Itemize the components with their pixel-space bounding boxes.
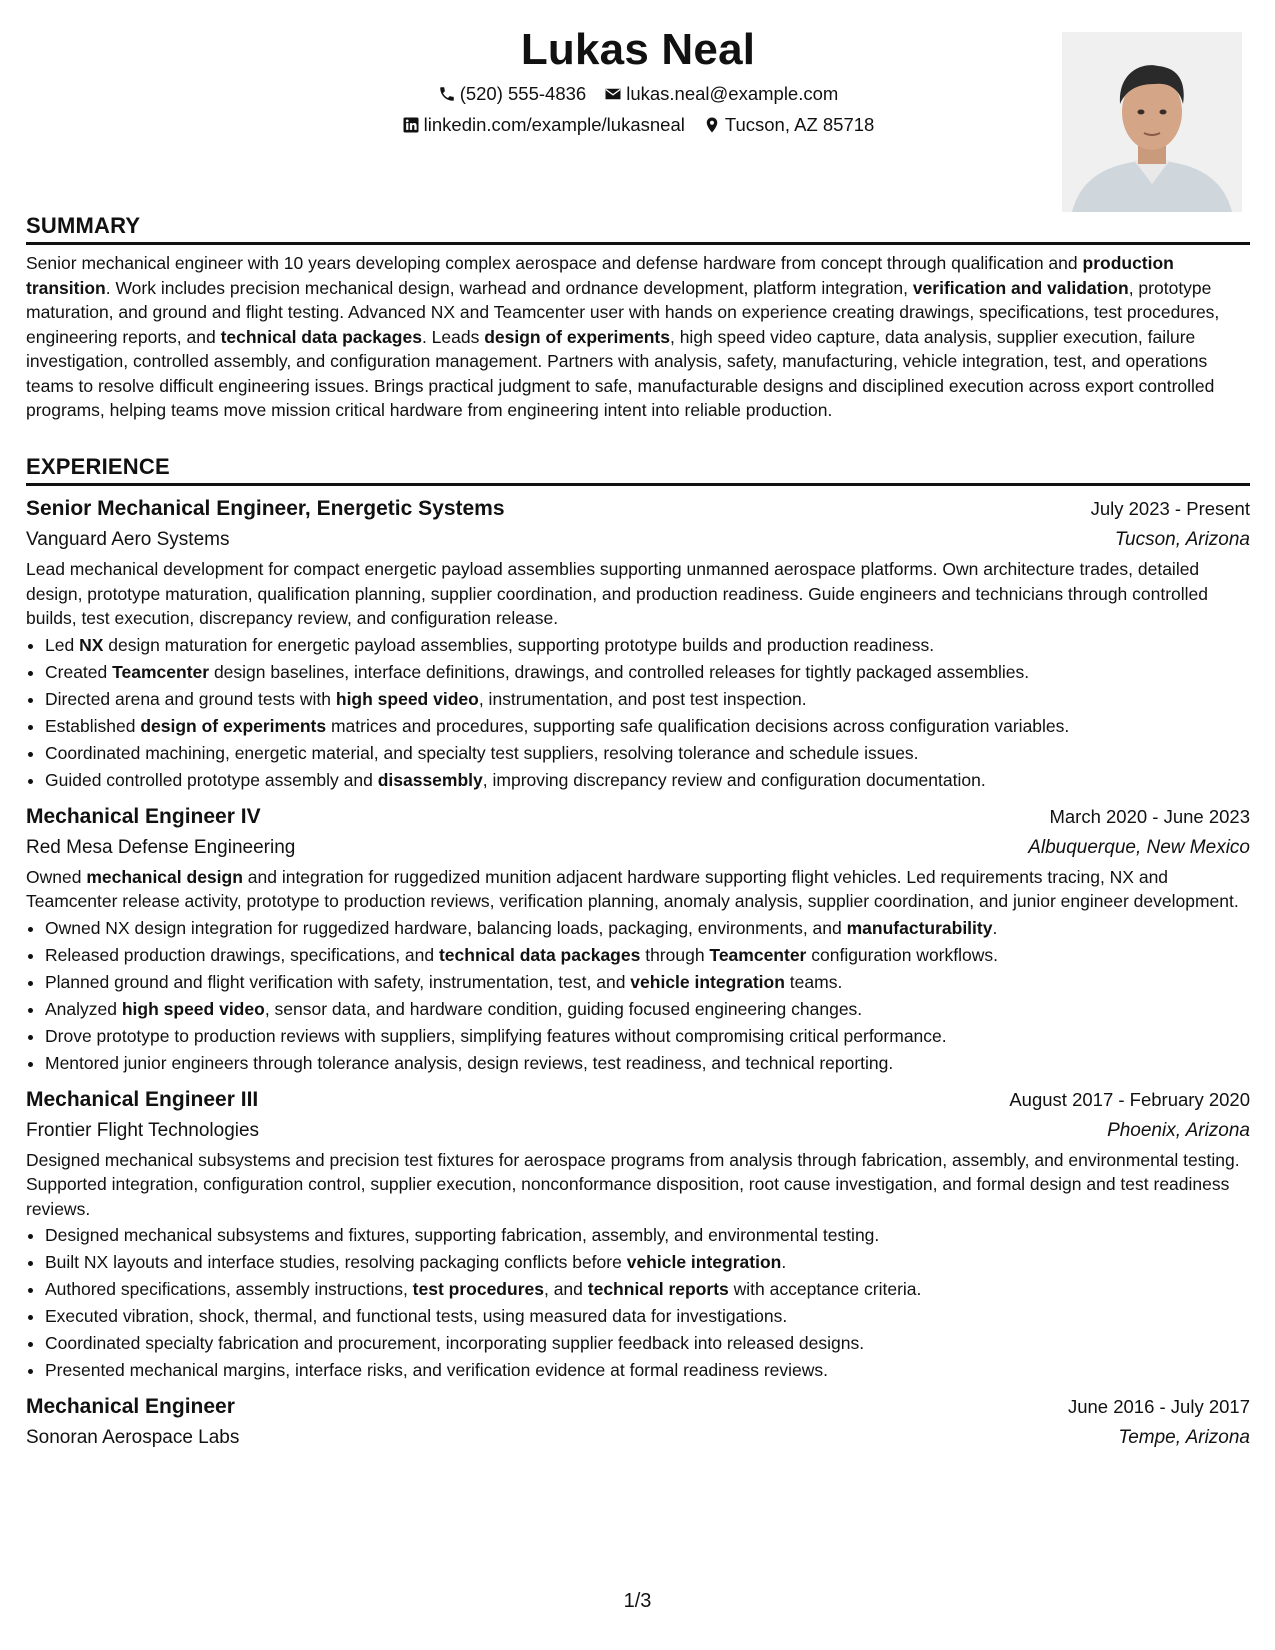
text-run: Lead mechanical development for compact energetic payload assemblies supporting unmanned aerospace platforms. Own architecture trades, detailed design, prototype maturation, qualification planning, supplier coordination, and production readiness. Guide engineers and technicians through controlled builds, test execution, discrepancy review, and configuration release. — [26, 559, 1209, 628]
job-dates: March 2020 - June 2023 — [1049, 805, 1250, 827]
text-run: , sensor data, and hardware condition, guiding focused engineering changes. — [264, 998, 863, 1019]
text-run: Planned ground and flight verification with safety, instrumentation, test, and — [45, 971, 631, 992]
bold-keyword: disassembly — [377, 769, 483, 790]
job-entry — [26, 1085, 1250, 1385]
text-run: Designed mechanical subsystems and fixtures, supporting fabrication, assembly, and environmental testing. — [45, 1225, 880, 1245]
job-company: Frontier Flight Technologies — [26, 1119, 260, 1141]
envelope-icon — [604, 85, 622, 103]
email-address[interactable]: lukas.neal@example.com — [626, 83, 839, 104]
job-company: Sonoran Aerospace Labs — [26, 1427, 240, 1448]
job-bullet — [45, 740, 1250, 767]
phone-icon — [438, 85, 456, 103]
job-bullet — [45, 1023, 1250, 1050]
text-run: Coordinated specialty fabrication and procurement, incorporating supplier feedback into released designs. — [45, 1333, 865, 1353]
job-location: Albuquerque, New Mexico — [1028, 836, 1250, 858]
job-title: Mechanical Engineer IV — [26, 804, 261, 828]
text-run: Coordinated machining, energetic material, and specialty test suppliers, resolving tolerance and schedule issues. — [45, 742, 919, 763]
bold-keyword: test procedures — [412, 1279, 544, 1299]
text-run: , improving discrepancy review and configuration documentation. — [482, 769, 986, 790]
summary-section — [26, 212, 1250, 423]
job-subheader — [26, 832, 1250, 863]
job-location: Tucson, Arizona — [1114, 529, 1250, 550]
job-company: Red Mesa Defense Engineering — [26, 836, 296, 858]
text-run: , instrumentation, and post test inspection. — [478, 688, 807, 709]
page-number: 1/3 — [623, 1590, 652, 1612]
location-text: Tucson, AZ 85718 — [724, 114, 875, 135]
bold-keyword: high speed video — [121, 998, 265, 1019]
job-entry — [26, 1392, 1250, 1453]
text-run: , and — [543, 1279, 588, 1299]
text-run: design baselines, interface definitions, drawings, and controlled releases for tightly packaged assemblies. — [209, 661, 1030, 682]
text-run: . — [992, 917, 998, 938]
resume-page — [26, 0, 1250, 1650]
job-header — [26, 494, 1250, 524]
section-title-experience: EXPERIENCE — [26, 453, 1250, 486]
job-bullet — [45, 1276, 1250, 1303]
text-run: Executed vibration, shock, thermal, and functional tests, using measured data for investigations. — [45, 1306, 788, 1326]
text-run: Directed arena and ground tests with — [45, 688, 336, 709]
job-title: Mechanical Engineer — [26, 1395, 235, 1418]
bold-keyword: manufacturability — [846, 917, 993, 938]
job-location: Phoenix, Arizona — [1107, 1119, 1250, 1141]
job-company: Vanguard Aero Systems — [26, 529, 230, 550]
bold-keyword: vehicle integration — [626, 1252, 782, 1272]
job-description — [26, 1148, 1250, 1222]
text-run: Guided controlled prototype assembly and — [45, 769, 378, 790]
job-location: Tempe, Arizona — [1118, 1427, 1250, 1448]
job-bullet — [45, 1050, 1250, 1077]
linkedin-icon — [402, 116, 420, 134]
candidate-name: Lukas Neal — [520, 25, 756, 74]
experience-section — [26, 453, 1250, 1453]
job-header — [26, 802, 1250, 832]
bold-keyword: NX — [79, 634, 104, 655]
text-run: Presented mechanical margins, interface risks, and verification evidence at formal readiness reviews. — [45, 1360, 828, 1380]
linkedin-contact — [402, 109, 685, 140]
job-title: Senior Mechanical Engineer, Energetic Systems — [26, 497, 505, 520]
map-pin-icon — [703, 116, 721, 134]
text-run: Analyzed — [45, 998, 122, 1019]
text-run: Established — [45, 715, 141, 736]
job-dates: August 2017 - February 2020 — [1009, 1088, 1250, 1110]
bold-keyword: technical data packages — [220, 326, 422, 347]
bold-keyword: mechanical design — [86, 866, 243, 887]
job-dates: July 2023 - Present — [1090, 498, 1250, 519]
job-bullet — [45, 1249, 1250, 1276]
text-run: teams. — [784, 971, 843, 992]
job-bullet — [45, 996, 1250, 1023]
phone-contact — [438, 78, 587, 109]
bold-keyword: design of experiments — [484, 326, 670, 347]
job-bullet — [45, 686, 1250, 713]
job-description — [26, 865, 1250, 914]
job-description — [26, 557, 1250, 631]
text-run: Led — [45, 634, 80, 655]
text-run: and integration for ruggedized munition adjacent hardware supporting flight vehicles. Led requirements tracing, NX and Teamcenter release activity, prototype to production reviews, verification planning, anomaly analysis, supplier coordination, and junior engineer development. — [26, 866, 1239, 911]
job-bullet-list — [26, 632, 1250, 794]
profile-photo — [1062, 32, 1242, 212]
bold-keyword: Teamcenter — [709, 944, 807, 965]
job-bullet — [45, 659, 1250, 686]
text-run: Drove prototype to production reviews with suppliers, simplifying features without compromising critical performance. — [45, 1025, 947, 1046]
text-run: Mentored junior engineers through tolerance analysis, design reviews, test readiness, and technical reporting. — [45, 1052, 894, 1073]
job-entry — [26, 494, 1250, 794]
linkedin-url[interactable]: linkedin.com/example/lukasneal — [423, 114, 685, 135]
job-bullet — [45, 1330, 1250, 1357]
text-run: . — [781, 1252, 787, 1272]
job-bullet — [45, 632, 1250, 659]
job-subheader — [26, 1115, 1250, 1146]
bold-keyword: verification and validation — [912, 277, 1129, 298]
phone-number[interactable]: (520) 555-4836 — [459, 83, 587, 104]
bold-keyword: technical reports — [587, 1279, 729, 1299]
job-bullet-list — [26, 915, 1250, 1077]
job-list — [26, 494, 1250, 1453]
job-bullet — [45, 969, 1250, 996]
text-run: through — [640, 944, 710, 965]
location-contact — [703, 109, 874, 140]
text-run: Released production drawings, specifications, and — [45, 944, 439, 965]
text-run: Owned — [26, 866, 87, 887]
text-run: design maturation for energetic payload assemblies, supporting prototype builds and production readiness. — [103, 634, 935, 655]
job-bullet — [45, 942, 1250, 969]
text-run: , prototype maturation, and ground and flight testing. Advanced NX and Teamcenter user with hands on experience creating drawings, specifications, test procedures, engineering reports, and — [26, 277, 1220, 347]
text-run: . Work includes precision mechanical design, warhead and ordnance development, platform integration, — [105, 277, 913, 298]
bold-keyword: technical data packages — [438, 944, 641, 965]
job-header — [26, 1085, 1250, 1115]
bold-keyword: design of experiments — [140, 715, 327, 736]
text-run: with acceptance criteria. — [728, 1279, 922, 1299]
bold-keyword: Teamcenter — [112, 661, 210, 682]
job-subheader — [26, 524, 1250, 555]
text-run: Created — [45, 661, 113, 682]
summary-paragraph — [26, 251, 1250, 423]
text-run: configuration workflows. — [806, 944, 998, 965]
job-dates: June 2016 - July 2017 — [1067, 1396, 1250, 1417]
text-run: Authored specifications, assembly instructions, — [45, 1279, 413, 1299]
bold-keyword: production transition — [26, 253, 1174, 298]
text-run: Designed mechanical subsystems and precision test fixtures for aerospace programs from analysis through fabrication, assembly, and environmental testing. Supported integration, configuration control, supplier execution, nonconformance disposition, root cause investigation, and formal design and test readiness reviews. — [26, 1149, 1240, 1219]
job-header — [26, 1392, 1250, 1422]
job-bullet-list — [26, 1222, 1250, 1384]
job-entry — [26, 802, 1250, 1077]
text-run: , high speed video capture, data analysis, supplier execution, failure investigation, controlled assembly, and configuration management. Partners with analysis, safety, manufacturing, vehicle integration, test, and operations teams to resolve difficult engineering issues. Brings practical judgment to safe, manufacturable designs and disciplined execution across export controlled programs, helping teams move mission critical hardware from engineering intent into reliable production. — [26, 326, 1215, 420]
text-run: Built NX layouts and interface studies, resolving packaging conflicts before — [45, 1252, 627, 1272]
text-run: . Leads — [421, 326, 485, 347]
job-bullet — [45, 767, 1250, 794]
job-bullet — [45, 1222, 1250, 1249]
text-run: Senior mechanical engineer with 10 years developing complex aerospace and defense hardware from concept through qualification and — [26, 253, 1083, 273]
email-contact — [604, 78, 838, 109]
job-subheader — [26, 1422, 1250, 1453]
bold-keyword: high speed video — [335, 688, 479, 709]
bold-keyword: vehicle integration — [630, 971, 785, 992]
job-bullet — [45, 915, 1250, 942]
job-bullet — [45, 1303, 1250, 1330]
job-bullet — [45, 1357, 1250, 1384]
job-title: Mechanical Engineer III — [26, 1087, 259, 1111]
section-title-summary: SUMMARY — [26, 212, 1250, 245]
text-run: matrices and procedures, supporting safe qualification decisions across configuration variables. — [326, 715, 1070, 736]
job-bullet — [45, 713, 1250, 740]
text-run: Owned NX design integration for ruggedized hardware, balancing loads, packaging, environments, and — [45, 917, 847, 938]
